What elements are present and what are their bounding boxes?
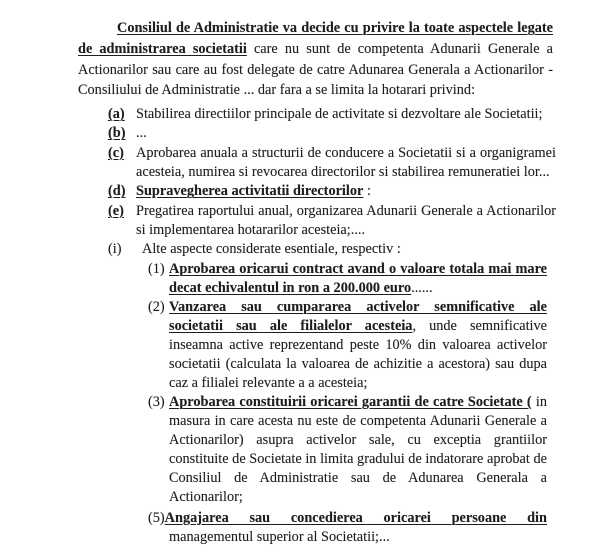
document-page (0, 18, 600, 552)
item-5-label: (5) (148, 509, 165, 526)
item-b-label (108, 124, 136, 143)
list-item-5 (148, 509, 547, 547)
list-item-3 (148, 393, 547, 507)
item-b-text: ... (136, 125, 147, 142)
lettered-list (108, 105, 556, 240)
list-item-1 (148, 260, 547, 298)
item-d-label-text: (d) (108, 183, 126, 200)
intro-paragraph (78, 18, 553, 101)
item-2-head: Vanzarea sau cumpararea activelor semnificative ale societatii sau ale filialelor acesteia (169, 298, 547, 334)
list-item-e (108, 202, 556, 241)
list-item-d (108, 182, 556, 201)
item-3-label: (3) (148, 393, 165, 410)
item-5-text: managementul superior al Societatii;... (169, 528, 390, 545)
item-a-label (108, 105, 136, 124)
sub-heading-text: Alte aspecte considerate esentiale, respectiv : (142, 241, 401, 258)
item-c-text: Aprobarea anuala a structurii de conducere a Societatii si a organigramei acesteia, numirea si revocarea directorilor si stabilirea remuneratiei lor... (136, 144, 556, 181)
item-e-text: Pregatirea raportului anual, organizarea Adunarii Generale a Actionarilor si implementarea hotararilor acesteia;.... (136, 202, 556, 238)
item-2-label: (2) (148, 298, 165, 315)
item-a-label-text: (a) (108, 106, 125, 123)
item-c-label-text: (c) (108, 144, 124, 161)
intro-rest: care nu sunt de competenta Adunarii Generale a Actionarilor sau care au fost delegate de catre Adunarea Generala a Actionarilor - Consiliului de Administratie ... dar fara a se limita la hotarari privind: (78, 40, 554, 99)
item-5-head: Angajarea sau concedierea oricarei persoane din (164, 509, 547, 526)
item-2-text: , unde semnificative inseamna active reprezentand peste 10% din valoarea activelor societatii (calculata la valoarea de achizitie a acestora) sau dupa caz a filialei relevante a a acesteia; (169, 317, 548, 391)
item-d-head: Supravegherea activitatii directorilor (136, 183, 364, 200)
list-item-a (108, 105, 556, 124)
item-3-text: in masura in care acesta nu este de competenta Adunarii Generale a Actionarilor) asupra activelor sale, cu exceptia grantiilor constituite de Societate in limita gradului de indatorare aprobat de Consiliul de Administratie sau de Adunarea Generala a Actionarilor; (169, 393, 547, 505)
item-c-label (108, 144, 136, 163)
list-item-2 (148, 298, 547, 393)
list-item-c (108, 144, 556, 183)
sub-list-heading (108, 240, 553, 259)
item-b-label-text: (b) (108, 125, 126, 142)
numbered-list (148, 260, 547, 547)
item-1-label: (1) (148, 260, 165, 277)
list-item-b (108, 124, 556, 143)
item-3-head: Aprobarea constituirii oricarei garantii de catre Societate ( (169, 393, 532, 410)
item-1-text: ...... (411, 279, 433, 296)
item-e-label (108, 202, 136, 221)
item-a-text: Stabilirea directiilor principale de activitate si dezvoltare ale Societatii; (136, 106, 543, 123)
item-e-label-text: (e) (108, 202, 124, 219)
sub-heading-label: (i) (108, 241, 122, 258)
intro-lead-bold: Consiliul de Administratie va decide cu privire la toate aspectele legate de administrarea societatii (78, 20, 553, 57)
item-1-head: Aprobarea oricarui contract avand o valoare totala mai mare decat echivalentul in ron a 200.000 euro (169, 260, 547, 296)
item-d-label (108, 182, 136, 201)
item-d-text: : (363, 183, 371, 200)
